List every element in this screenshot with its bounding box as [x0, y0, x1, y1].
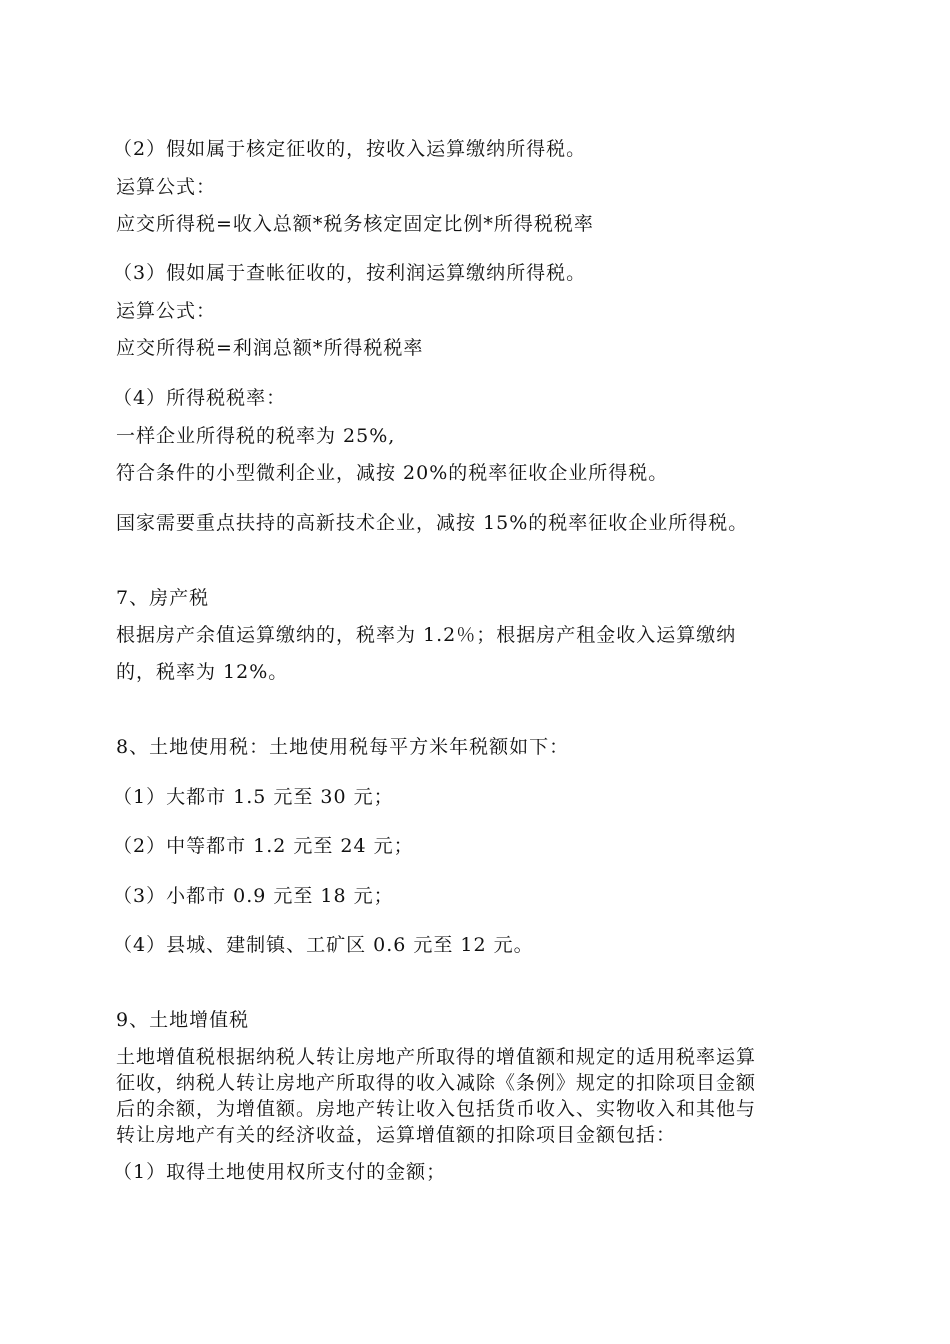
land-vat-body-line-2: 征收，纳税人转让房地产所取得的收入减除《条例》规定的扣除项目金额 [116, 1072, 757, 1094]
land-use-tax-item-3: （3）小都市 0.9 元至 18 元； [113, 885, 394, 907]
rate-high-tech: 国家需要重点扶持的高新技术企业，减按 15%的税率征收企业所得税。 [116, 512, 749, 534]
land-use-tax-item-1: （1）大都市 1.5 元至 30 元； [113, 786, 394, 808]
property-tax-body-line-1: 根据房产余值运算缴纳的，税率为 1.2％；根据房产租金收入运算缴纳 [116, 624, 737, 646]
item4-title: （4）所得税税率： [113, 387, 287, 409]
land-use-tax-heading: 8、土地使用税：土地使用税每平方米年税额如下： [116, 736, 570, 758]
land-vat-body-line-3: 后的余额，为增值额。房地产转让收入包括货币收入、实物收入和其他与 [116, 1098, 757, 1120]
property-tax-body-line-2: 的，税率为 12%。 [116, 661, 289, 683]
item3-title: （3）假如属于查帐征收的，按利润运算缴纳所得税。 [113, 262, 587, 284]
rate-small-enterprise: 符合条件的小型微利企业，减按 20%的税率征收企业所得税。 [116, 462, 669, 484]
property-tax-heading: 7、房产税 [116, 587, 210, 609]
rate-general: 一样企业所得税的税率为 25%, [116, 425, 396, 447]
land-vat-heading: 9、土地增值税 [116, 1009, 250, 1031]
item3-formula-label: 运算公式： [116, 300, 217, 322]
land-use-tax-item-2: （2）中等都市 1.2 元至 24 元； [113, 835, 414, 857]
item3-formula: 应交所得税=利润总额*所得税税率 [116, 337, 424, 359]
item2-title: （2）假如属于核定征收的，按收入运算缴纳所得税。 [113, 138, 587, 160]
land-vat-body-line-1: 土地增值税根据纳税人转让房地产所取得的增值额和规定的适用税率运算 [116, 1046, 757, 1068]
item2-formula: 应交所得税=收入总额*税务核定固定比例*所得税税率 [116, 213, 594, 235]
land-use-tax-item-4: （4）县城、建制镇、工矿区 0.6 元至 12 元。 [113, 934, 534, 956]
item2-formula-label: 运算公式： [116, 176, 217, 198]
land-vat-item-1: （1）取得土地使用权所支付的金额； [113, 1161, 447, 1183]
land-vat-body-line-4: 转让房地产有关的经济收益，运算增值额的扣除项目金额包括： [116, 1124, 677, 1146]
